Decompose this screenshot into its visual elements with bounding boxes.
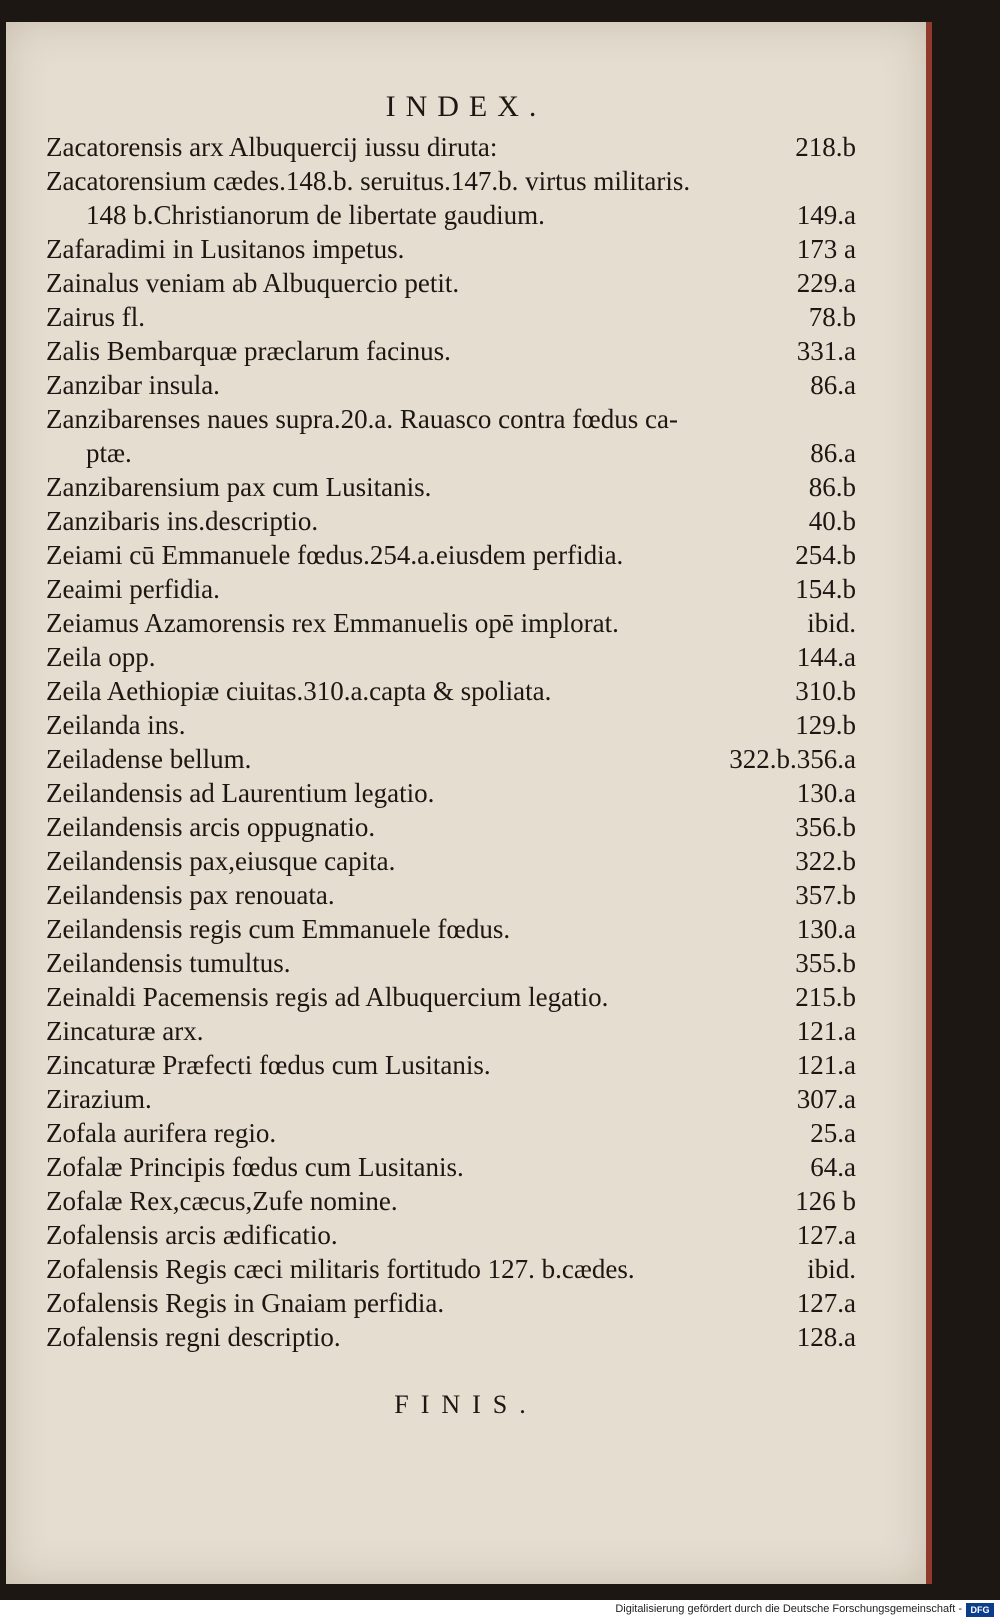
index-entry (46, 504, 856, 538)
index-entry-page-ref: 86.a (810, 370, 856, 400)
footer-credit: Digitalisierung gefördert durch die Deutsche Forschungsgemeinschaft - (615, 1603, 962, 1615)
index-entry-text: Zeiami cū Emmanuele fœdus.254.a.eiusdem perfidia. (46, 540, 624, 570)
index-entry-page-ref: 121.a (796, 1050, 856, 1080)
index-entry (46, 334, 856, 368)
index-entry-text: Zeilandensis pax renouata. (46, 880, 335, 910)
closing-text: FINIS. (394, 1390, 538, 1419)
index-entry-page-ref: 215.b (795, 982, 856, 1012)
index-entry-page-ref: 126 b (795, 1186, 856, 1216)
index-entry-text: Zeilandensis arcis oppugnatio. (46, 812, 376, 842)
index-entry-text: Zeilandensis ad Laurentium legatio. (46, 778, 435, 808)
index-entry (46, 232, 856, 266)
index-entry-text: Zafaradimi in Lusitanos impetus. (46, 234, 405, 264)
page-title: INDEX. (385, 90, 547, 123)
index-entry-text: Zofalæ Rex,cæcus,Zufe nomine. (46, 1186, 398, 1216)
index-entry-text: Zanzibaris ins.descriptio. (46, 506, 319, 536)
index-entry (46, 1082, 856, 1116)
index-entry (46, 572, 856, 606)
index-list (46, 130, 856, 1354)
index-entry-page-ref: 78.b (808, 302, 856, 332)
index-entry-text: Zeaimi perfidia. (46, 574, 220, 604)
index-entry-text: Zofalæ Principis fœdus cum Lusitanis. (46, 1152, 464, 1182)
index-entry-text: 148 b.Christianorum de libertate gaudium. (86, 200, 545, 230)
index-entry (46, 912, 856, 946)
index-entry-text: Zalis Bembarquæ præclarum facinus. (46, 336, 451, 366)
index-entry-text: Zeiamus Azamorensis rex Emmanuelis opē implorat. (46, 608, 619, 638)
index-entry (46, 606, 856, 640)
index-entry (46, 708, 856, 742)
index-entry (46, 300, 856, 334)
index-entry-page-ref: 121.a (796, 1016, 856, 1046)
index-entry (46, 470, 856, 504)
index-entry (46, 674, 856, 708)
index-entry (46, 810, 856, 844)
index-entry-page-ref: 355.b (795, 948, 856, 978)
index-entry (46, 1048, 856, 1082)
index-entry (46, 1286, 856, 1320)
index-entry-page-ref: 149.a (796, 200, 856, 230)
index-entry-text: Zofalensis regni descriptio. (46, 1322, 341, 1352)
index-entry (46, 640, 856, 674)
index-entry-page-ref: 40.b (808, 506, 856, 536)
index-entry-text: Zeilandensis regis cum Emmanuele fœdus. (46, 914, 511, 944)
index-entry-text: Zacatorensium cædes.148.b. seruitus.147.b. virtus militaris. (46, 166, 691, 196)
index-entry-page-ref: 86.b (808, 472, 856, 502)
index-entry-text: ptæ. (86, 438, 132, 468)
index-entry-page-ref: 130.a (796, 778, 856, 808)
index-entry (46, 776, 856, 810)
index-entry-page-ref: ibid. (807, 1254, 856, 1284)
index-entry-page-ref: 86.a (810, 438, 856, 468)
index-entry-page-ref: 356.b (795, 812, 856, 842)
index-entry-page-ref: 127.a (796, 1288, 856, 1318)
dfg-logo-icon: DFG (966, 1603, 994, 1617)
index-entry (46, 266, 856, 300)
index-entry-text: Zincaturæ arx. (46, 1016, 204, 1046)
index-entry (46, 130, 856, 164)
index-entry-page-ref: 331.a (796, 336, 856, 366)
index-entry-text: Zanzibarenses naues supra.20.a. Rauasco contra fœdus ca- (46, 404, 678, 434)
index-entry (46, 946, 856, 980)
index-entry-page-ref: 128.a (796, 1322, 856, 1352)
index-entry (46, 742, 856, 776)
index-entry-page-ref: 129.b (795, 710, 856, 740)
index-entry-page-ref: 127.a (796, 1220, 856, 1250)
index-entry-page-ref: 144.a (796, 642, 856, 672)
index-entry (46, 1184, 856, 1218)
index-entry (46, 368, 856, 402)
index-entry (46, 878, 856, 912)
index-entry-text: Zeilandensis tumultus. (46, 948, 291, 978)
index-entry-text: Zeila opp. (46, 642, 156, 672)
index-entry (46, 1150, 856, 1184)
index-entry-text: Zairus fl. (46, 302, 145, 332)
index-entry (46, 1218, 856, 1252)
index-entry-page-ref: 64.a (810, 1152, 856, 1182)
index-entry-page-ref: 173 a (796, 234, 856, 264)
index-entry-page-ref: 254.b (795, 540, 856, 570)
index-entry (46, 1252, 856, 1286)
index-entry-page-ref: 322.b (795, 846, 856, 876)
index-entry (46, 1014, 856, 1048)
index-entry (46, 1320, 856, 1354)
index-entry-page-ref: 154.b (795, 574, 856, 604)
index-entry-text: Zanzibarensium pax cum Lusitanis. (46, 472, 432, 502)
index-entry-page-ref: 229.a (796, 268, 856, 298)
index-entry-text: Zeiladense bellum. (46, 744, 252, 774)
index-entry-text: Zirazium. (46, 1084, 152, 1114)
index-entry (46, 164, 856, 198)
index-entry-text: Zeinaldi Pacemensis regis ad Albuquercium legatio. (46, 982, 609, 1012)
index-entry-text: Zeilanda ins. (46, 710, 186, 740)
index-entry-text: Zainalus veniam ab Albuquercio petit. (46, 268, 460, 298)
index-entry-text: Zofalensis Regis cæci militaris fortitudo 127. b.cædes. (46, 1254, 635, 1284)
index-entry (46, 436, 856, 470)
index-entry-page-ref: 25.a (810, 1118, 856, 1148)
index-entry (46, 538, 856, 572)
index-entry-page-ref: 357.b (795, 880, 856, 910)
index-entry-text: Zofalensis Regis in Gnaiam perfidia. (46, 1288, 445, 1318)
index-entry (46, 1116, 856, 1150)
index-entry-page-ref: 307.a (796, 1084, 856, 1114)
index-entry-text: Zofalensis arcis ædificatio. (46, 1220, 338, 1250)
index-entry (46, 844, 856, 878)
footer-bar (0, 1600, 1000, 1621)
index-entry-text: Zofala aurifera regio. (46, 1118, 277, 1148)
index-entry (46, 198, 856, 232)
index-entry-text: Zincaturæ Præfecti fœdus cum Lusitanis. (46, 1050, 491, 1080)
index-entry-page-ref: 310.b (795, 676, 856, 706)
book-page (6, 22, 932, 1584)
index-entry (46, 402, 856, 436)
index-entry (46, 980, 856, 1014)
index-entry-text: Zeila Aethiopiæ ciuitas.310.a.capta & spoliata. (46, 676, 552, 706)
index-entry-text: Zanzibar insula. (46, 370, 220, 400)
index-entry-page-ref: 218.b (795, 132, 856, 162)
index-entry-text: Zeilandensis pax,eiusque capita. (46, 846, 396, 876)
index-entry-page-ref: 130.a (796, 914, 856, 944)
index-entry-page-ref: ibid. (807, 608, 856, 638)
index-entry-page-ref: 322.b.356.a (729, 744, 856, 774)
index-entry-text: Zacatorensis arx Albuquercij iussu diruta: (46, 132, 498, 162)
